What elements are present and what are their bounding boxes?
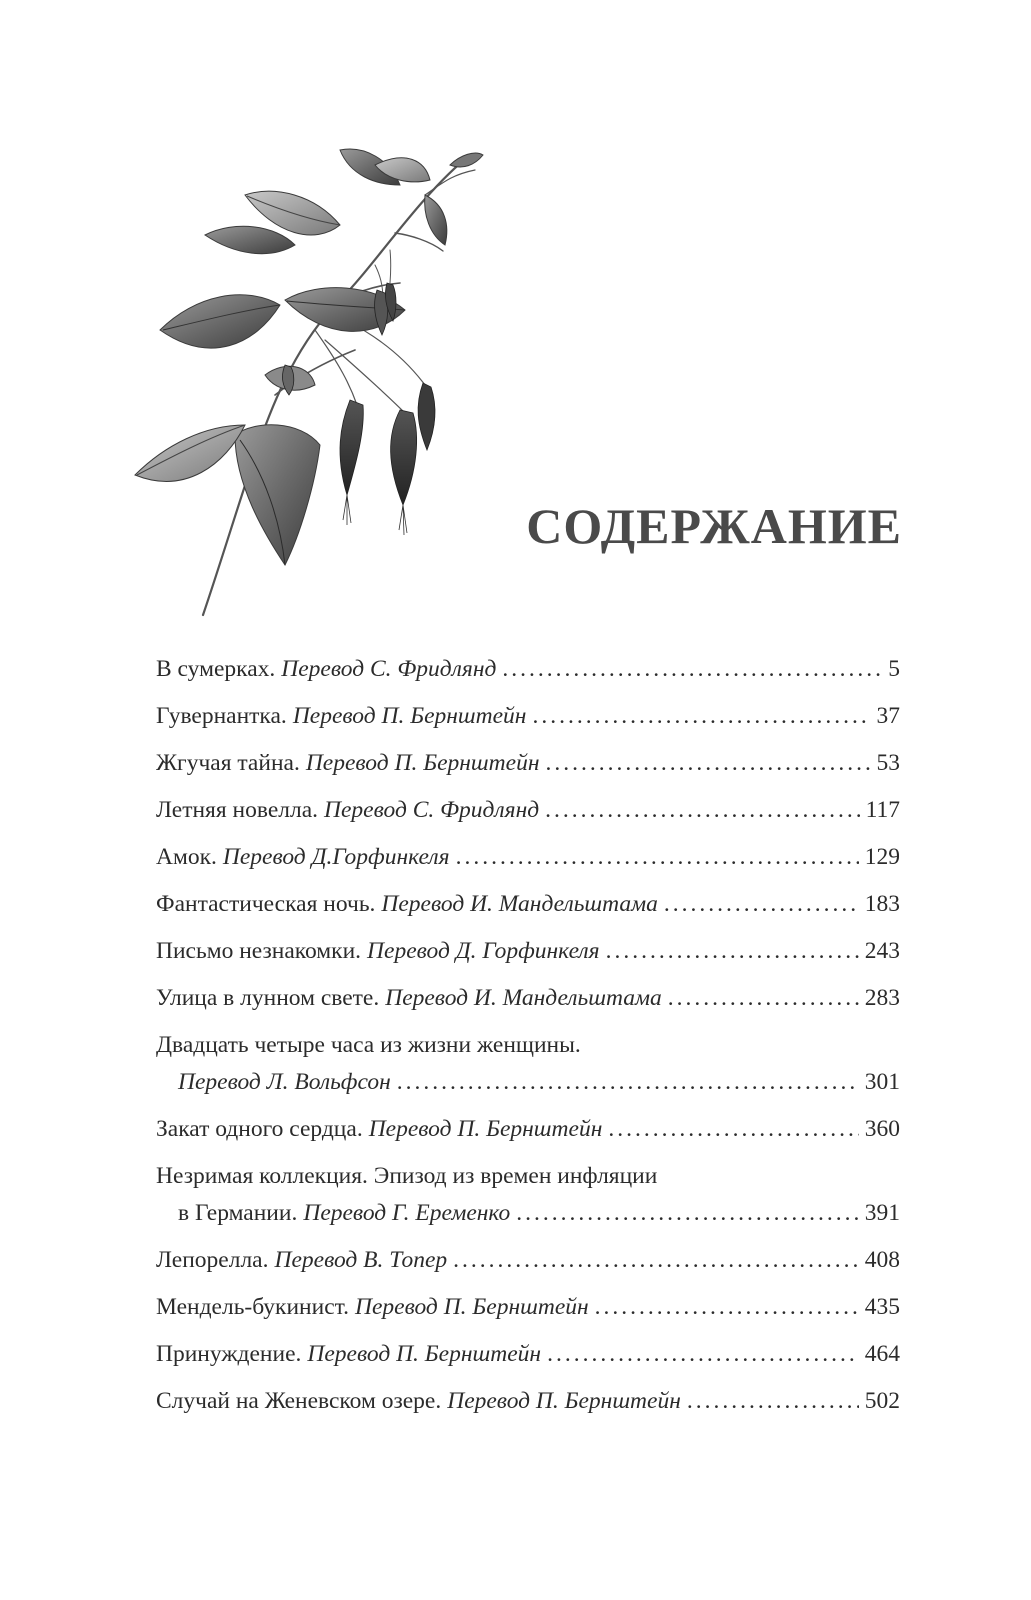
toc-entry <box>156 1387 900 1415</box>
page-number: 53 <box>876 750 900 776</box>
toc-line <box>156 984 900 1012</box>
page-number: 5 <box>888 656 900 682</box>
dot-leader <box>606 937 859 965</box>
toc-line <box>156 655 900 683</box>
toc-line-continued <box>156 1068 900 1096</box>
translator-credit: Перевод С. Фридлянд <box>324 797 540 823</box>
dot-leader <box>545 796 859 824</box>
toc-line <box>156 1246 900 1274</box>
dot-leader <box>456 843 859 871</box>
toc-entry <box>156 1031 900 1096</box>
translator-credit: Перевод П. Бернштейн <box>305 750 540 776</box>
toc-entry <box>156 655 900 683</box>
story-title: Жгучая тайна. <box>156 750 300 776</box>
dot-leader <box>397 1068 859 1096</box>
page-number: 117 <box>865 797 900 823</box>
dot-leader <box>453 1246 859 1274</box>
toc-entry <box>156 1162 900 1227</box>
toc-entry <box>156 702 900 730</box>
toc-entry <box>156 1340 900 1368</box>
toc-line <box>156 1115 900 1143</box>
toc-line-continued <box>156 1199 900 1227</box>
dot-leader <box>545 749 870 777</box>
dot-leader <box>502 655 882 683</box>
story-title: Амок. <box>156 844 217 870</box>
page-number: 360 <box>864 1116 900 1142</box>
page-number: 183 <box>864 891 900 917</box>
story-title: Принуждение. <box>156 1341 302 1367</box>
toc-line <box>156 1031 900 1059</box>
page-number: 129 <box>864 844 900 870</box>
translator-credit: Перевод Г. Еременко <box>303 1200 511 1226</box>
page-number: 391 <box>864 1200 900 1226</box>
story-title: В сумерках. <box>156 656 276 682</box>
toc-entry <box>156 1293 900 1321</box>
toc-line <box>156 843 900 871</box>
translator-credit: Перевод П. Бернштейн <box>292 703 527 729</box>
toc-line <box>156 1387 900 1415</box>
story-title: Фантастическая ночь. <box>156 891 376 917</box>
dot-leader <box>608 1115 858 1143</box>
story-title: Улица в лунном свете. <box>156 985 380 1011</box>
toc-entry <box>156 1246 900 1274</box>
story-title: Летняя новелла. <box>156 797 319 823</box>
toc-entry <box>156 749 900 777</box>
toc-line <box>156 937 900 965</box>
story-title: Гувернантка. <box>156 703 287 729</box>
story-title: Мендель-букинист. <box>156 1294 350 1320</box>
dot-leader <box>664 890 859 918</box>
translator-credit: Перевод И. Мандельштама <box>381 891 658 917</box>
page-number: 435 <box>864 1294 900 1320</box>
toc-line <box>156 1340 900 1368</box>
translator-credit: Перевод П. Бернштейн <box>307 1341 542 1367</box>
story-title: Письмо незнакомки. <box>156 938 362 964</box>
toc-line <box>156 796 900 824</box>
translator-credit: Перевод С. Фридлянд <box>281 656 497 682</box>
page-number: 37 <box>876 703 900 729</box>
toc-line <box>156 1293 900 1321</box>
story-title: Незримая коллекция. Эпизод из времен инфляции <box>156 1163 658 1189</box>
dot-leader <box>595 1293 859 1321</box>
story-title: Закат одного сердца. <box>156 1116 363 1142</box>
translator-credit: Перевод П. Бернштейн <box>355 1294 589 1320</box>
toc-entry <box>156 890 900 918</box>
dot-leader <box>668 984 859 1012</box>
translator-credit: Перевод В. Топер <box>274 1247 448 1273</box>
page-number: 408 <box>864 1247 900 1273</box>
story-title: Лепорелла. <box>156 1247 269 1273</box>
dot-leader <box>516 1199 858 1227</box>
translator-credit: Перевод Д.Горфинкеля <box>222 844 450 870</box>
toc-entry <box>156 984 900 1012</box>
page-number: 283 <box>864 985 900 1011</box>
toc-entry <box>156 937 900 965</box>
translator-credit: Перевод Д. Горфинкеля <box>367 938 600 964</box>
dot-leader <box>687 1387 859 1415</box>
dot-leader <box>532 702 870 730</box>
story-title-continued: в Германии. <box>178 1200 298 1226</box>
page-number: 301 <box>864 1069 900 1095</box>
toc-line <box>156 890 900 918</box>
toc-entry <box>156 1115 900 1143</box>
story-title: Двадцать четыре часа из жизни женщины. <box>156 1032 581 1058</box>
toc-line <box>156 702 900 730</box>
dot-leader <box>547 1340 859 1368</box>
translator-credit: Перевод П. Бернштейн <box>447 1388 681 1414</box>
translator-credit: Перевод И. Мандельштама <box>385 985 662 1011</box>
page-number: 502 <box>864 1388 900 1414</box>
toc-entry <box>156 843 900 871</box>
toc-line <box>156 749 900 777</box>
translator-credit: Перевод Л. Вольфсон <box>178 1069 391 1095</box>
page-number: 464 <box>864 1341 900 1367</box>
toc-line <box>156 1162 900 1190</box>
toc-entry <box>156 796 900 824</box>
translator-credit: Перевод П. Бернштейн <box>368 1116 603 1142</box>
table-of-contents <box>156 655 900 1415</box>
story-title: Случай на Женевском озере. <box>156 1388 442 1414</box>
page-title: СОДЕРЖАНИЕ <box>526 498 902 554</box>
fuchsia-branch-illustration <box>125 125 485 625</box>
leaves <box>135 149 483 565</box>
page-number: 243 <box>864 938 900 964</box>
